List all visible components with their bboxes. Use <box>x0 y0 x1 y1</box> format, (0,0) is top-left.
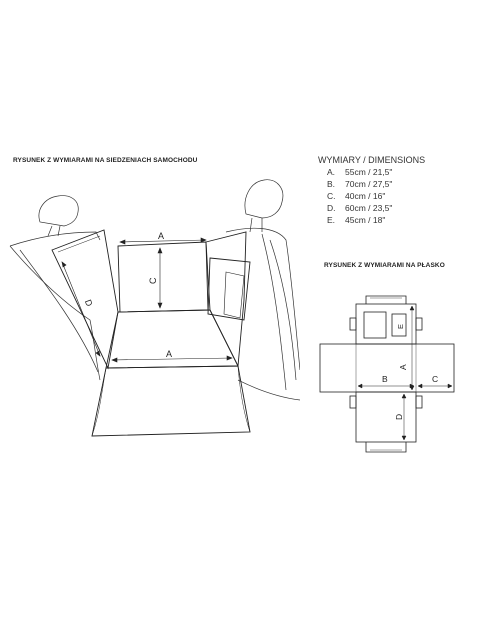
seat-drawing-title: RYSUNEK Z WYMIARAMI NA SIEDZENIACH SAMOCHODU <box>13 157 198 164</box>
right-lower-curve <box>238 380 300 400</box>
seatback-panel-outline <box>118 242 208 312</box>
flat-label-d: D <box>394 413 404 420</box>
dimension-row-d: D. 60cm / 23,5" <box>327 203 393 213</box>
pocket-inner-outline <box>224 272 244 318</box>
right-headrest-outline <box>245 180 283 218</box>
pocket-outline <box>208 258 250 320</box>
flat-label-e: E <box>396 323 405 329</box>
dimension-row-e: E. 45cm / 18" <box>327 215 386 225</box>
left-seatback-top <box>10 232 100 246</box>
seat-label-c: C <box>148 277 158 284</box>
dimension-row-b: B. 70cm / 27,5" <box>327 179 393 189</box>
right-headrest-posts <box>250 218 262 232</box>
left-tab-lower <box>350 396 356 408</box>
left-seat-contour <box>10 246 100 380</box>
flat-dimension-arrows <box>358 306 452 440</box>
seat-label-a-bottom: A <box>166 349 173 359</box>
middle-band <box>320 344 454 392</box>
flap-d-hem <box>58 236 100 252</box>
left-tab-upper <box>350 318 356 330</box>
right-flap-outline <box>206 232 246 366</box>
flat-label-b: B <box>382 374 388 384</box>
dimension-row-a: A. 55cm / 21,5" <box>327 167 393 177</box>
flat-label-a: A <box>398 364 408 370</box>
flat-label-c: C <box>432 374 439 384</box>
top-strap <box>366 296 406 304</box>
dimensions-heading: WYMIARY / DIMENSIONS <box>318 155 426 165</box>
right-seat-contour <box>262 234 286 390</box>
seat-label-d: D <box>82 298 95 308</box>
dimension-row-c: C. 40cm / 16" <box>327 191 386 201</box>
left-seat-stitch <box>20 250 98 372</box>
flat-layout-drawing <box>310 285 470 470</box>
left-headrest-outline <box>39 196 78 226</box>
flat-drawing-title: RYSUNEK Z WYMIARAMI NA PŁASKO <box>324 262 445 269</box>
bottom-strap <box>366 442 406 452</box>
lower-panel <box>356 392 416 442</box>
right-tab-lower <box>416 396 422 408</box>
cover-outline <box>52 230 250 436</box>
pocket-rect <box>364 312 386 338</box>
arrow-d <box>62 262 100 356</box>
seat-label-a-top: A <box>158 231 165 241</box>
right-seatback-outline <box>226 228 300 370</box>
seat-installed-drawing <box>0 160 300 450</box>
right-tab-upper <box>416 318 422 330</box>
front-skirt-outline <box>92 366 250 436</box>
